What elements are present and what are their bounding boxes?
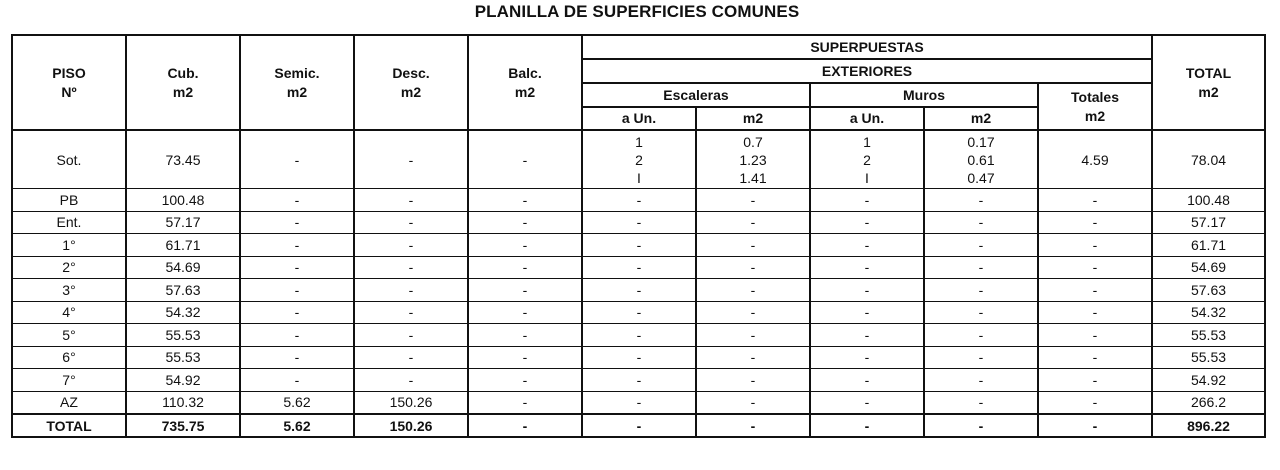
cell-desc: 150.26 (354, 391, 468, 414)
header-cub-unit: m2 (172, 83, 194, 100)
table-row (12, 346, 1265, 369)
cell-mur-un: - (810, 324, 924, 347)
header-total (1152, 35, 1265, 130)
cell-esc-m2: - (696, 324, 810, 347)
cell-esc-m2: - (696, 256, 810, 279)
cell-mur-un: - (810, 189, 924, 212)
table-header (12, 35, 1265, 130)
cell-piso: 5° (12, 324, 126, 347)
cell-esc-un: - (582, 414, 696, 437)
cell-mur-un (810, 130, 924, 189)
cell-total: 54.32 (1152, 301, 1265, 324)
cell-piso: AZ (12, 391, 126, 414)
table-row (12, 130, 1265, 189)
cell-totales: - (1038, 391, 1152, 414)
cell-mur-un: - (810, 211, 924, 234)
cell-mur-m2: - (924, 369, 1038, 392)
cell-balc: - (468, 391, 582, 414)
cell-totales: - (1038, 234, 1152, 257)
cell-semic: - (240, 301, 354, 324)
cell-semic: - (240, 324, 354, 347)
cell-total: 55.53 (1152, 324, 1265, 347)
total-row (12, 414, 1265, 437)
page-title: PLANILLA DE SUPERFICIES COMUNES (474, 2, 800, 21)
table-body (12, 130, 1265, 437)
cell-desc: - (354, 279, 468, 302)
cell-semic: - (240, 211, 354, 234)
cell-balc: - (468, 130, 582, 189)
cell-total: 57.63 (1152, 279, 1265, 302)
cell-value: 1.23 (739, 151, 767, 168)
cell-esc-m2: - (696, 301, 810, 324)
cell-value: 0.47 (967, 169, 995, 186)
cell-total: 100.48 (1152, 189, 1265, 212)
table-row (12, 301, 1265, 324)
cell-esc-un: - (582, 256, 696, 279)
cell-esc-m2: - (696, 369, 810, 392)
cell-piso: 4° (12, 301, 126, 324)
cell-piso: 6° (12, 346, 126, 369)
cell-cub: 55.53 (126, 346, 240, 369)
cell-desc: - (354, 256, 468, 279)
cell-totales: - (1038, 256, 1152, 279)
table-row (12, 324, 1265, 347)
cell-mur-un: - (810, 369, 924, 392)
header-desc (354, 35, 468, 130)
cell-esc-un (582, 130, 696, 189)
header-escaleras: Escaleras (582, 83, 810, 107)
cell-total: 61.71 (1152, 234, 1265, 257)
cell-piso: Sot. (12, 130, 126, 189)
cell-mur-un: - (810, 414, 924, 437)
cell-esc-m2: - (696, 189, 810, 212)
cell-mur-un: - (810, 279, 924, 302)
header-semic-unit: m2 (286, 83, 308, 100)
cell-value: 1 (635, 133, 643, 150)
header-balc (468, 35, 582, 130)
cell-semic: 5.62 (240, 391, 354, 414)
header-balc-label: Balc. (508, 64, 542, 81)
cell-mur-un: - (810, 256, 924, 279)
cell-mur-m2: - (924, 346, 1038, 369)
header-desc-unit: m2 (400, 83, 422, 100)
cell-piso: 1° (12, 234, 126, 257)
cell-value: 0.61 (967, 151, 995, 168)
cell-semic: - (240, 130, 354, 189)
cell-balc: - (468, 256, 582, 279)
header-balc-unit: m2 (514, 83, 536, 100)
header-desc-label: Desc. (392, 64, 430, 81)
cell-totales: - (1038, 301, 1152, 324)
cell-esc-un: - (582, 346, 696, 369)
cell-semic: - (240, 189, 354, 212)
cell-cub: 110.32 (126, 391, 240, 414)
cell-desc: - (354, 211, 468, 234)
cell-esc-m2 (696, 130, 810, 189)
cell-piso: 7° (12, 369, 126, 392)
table-row (12, 369, 1265, 392)
cell-piso: 2° (12, 256, 126, 279)
cell-desc: - (354, 346, 468, 369)
cell-semic: - (240, 346, 354, 369)
cell-total: 57.17 (1152, 211, 1265, 234)
header-piso (12, 35, 126, 130)
header-cub (126, 35, 240, 130)
cell-cub: 57.17 (126, 211, 240, 234)
cell-mur-m2: - (924, 211, 1038, 234)
table-row (12, 189, 1265, 212)
header-totales-unit: m2 (1084, 107, 1106, 124)
cell-desc: - (354, 189, 468, 212)
cell-balc: - (468, 234, 582, 257)
cell-cub: 61.71 (126, 234, 240, 257)
header-totales (1038, 83, 1152, 130)
cell-cub: 54.69 (126, 256, 240, 279)
cell-desc: - (354, 234, 468, 257)
cell-value: 1.41 (739, 169, 767, 186)
cell-total: 55.53 (1152, 346, 1265, 369)
cell-value: 2 (863, 151, 871, 168)
cell-cub: 73.45 (126, 130, 240, 189)
table-row (12, 256, 1265, 279)
cell-esc-un: - (582, 301, 696, 324)
cell-totales: - (1038, 189, 1152, 212)
cell-mur-m2: - (924, 414, 1038, 437)
header-total-unit: m2 (1198, 83, 1219, 100)
cell-value: I (637, 169, 641, 186)
cell-mur-un: - (810, 391, 924, 414)
header-muros-m2: m2 (924, 107, 1038, 130)
cell-esc-m2: - (696, 234, 810, 257)
table-row (12, 234, 1265, 257)
cell-semic: 5.62 (240, 414, 354, 437)
cell-mur-un: - (810, 346, 924, 369)
cell-balc: - (468, 324, 582, 347)
cell-desc: - (354, 369, 468, 392)
cell-desc: - (354, 324, 468, 347)
superficies-table (11, 34, 1266, 438)
cell-mur-m2: - (924, 391, 1038, 414)
cell-esc-un: - (582, 369, 696, 392)
cell-balc: - (468, 346, 582, 369)
cell-esc-m2: - (696, 391, 810, 414)
table-row (12, 211, 1265, 234)
cell-total: 54.69 (1152, 256, 1265, 279)
cell-mur-m2: - (924, 279, 1038, 302)
cell-esc-un: - (582, 211, 696, 234)
cell-semic: - (240, 234, 354, 257)
header-escaleras-a-un: a Un. (582, 107, 696, 130)
cell-semic: - (240, 256, 354, 279)
cell-value: 2 (635, 151, 643, 168)
cell-balc: - (468, 279, 582, 302)
cell-value: I (865, 169, 869, 186)
header-total-label: TOTAL (1185, 64, 1232, 81)
header-muros: Muros (810, 83, 1038, 107)
header-piso-label: PISO (52, 64, 86, 81)
header-totales-label: Totales (1071, 88, 1119, 105)
cell-piso: Ent. (12, 211, 126, 234)
cell-cub: 55.53 (126, 324, 240, 347)
header-piso-unit: Nº (61, 83, 77, 100)
cell-totales: - (1038, 324, 1152, 347)
cell-mur-m2: - (924, 189, 1038, 212)
cell-cub: 100.48 (126, 189, 240, 212)
cell-esc-m2: - (696, 414, 810, 437)
header-cub-label: Cub. (167, 64, 199, 81)
cell-totales: - (1038, 346, 1152, 369)
cell-totales: - (1038, 414, 1152, 437)
header-escaleras-m2: m2 (696, 107, 810, 130)
cell-piso: PB (12, 189, 126, 212)
cell-mur-un: - (810, 301, 924, 324)
cell-esc-un: - (582, 324, 696, 347)
cell-totales: - (1038, 369, 1152, 392)
header-exteriores: EXTERIORES (582, 59, 1152, 83)
cell-piso: TOTAL (12, 414, 126, 437)
table-row (12, 391, 1265, 414)
cell-mur-m2 (924, 130, 1038, 189)
cell-total: 78.04 (1152, 130, 1265, 189)
cell-total: 54.92 (1152, 369, 1265, 392)
cell-balc: - (468, 301, 582, 324)
cell-esc-m2: - (696, 279, 810, 302)
cell-value: 1 (863, 133, 871, 150)
cell-balc: - (468, 369, 582, 392)
cell-value: 0.7 (743, 133, 763, 150)
cell-esc-un: - (582, 189, 696, 212)
cell-cub: 54.92 (126, 369, 240, 392)
cell-desc: 150.26 (354, 414, 468, 437)
cell-piso: 3° (12, 279, 126, 302)
cell-balc: - (468, 414, 582, 437)
header-muros-a-un: a Un. (810, 107, 924, 130)
cell-esc-un: - (582, 279, 696, 302)
cell-mur-m2: - (924, 324, 1038, 347)
table-row (12, 279, 1265, 302)
cell-esc-m2: - (696, 211, 810, 234)
cell-total: 896.22 (1152, 414, 1265, 437)
cell-totales: - (1038, 211, 1152, 234)
cell-balc: - (468, 211, 582, 234)
cell-cub: 54.32 (126, 301, 240, 324)
cell-esc-un: - (582, 234, 696, 257)
cell-mur-un: - (810, 234, 924, 257)
cell-cub: 57.63 (126, 279, 240, 302)
cell-desc: - (354, 301, 468, 324)
cell-balc: - (468, 189, 582, 212)
header-semic (240, 35, 354, 130)
cell-mur-m2: - (924, 256, 1038, 279)
header-superpuestas: SUPERPUESTAS (582, 35, 1152, 59)
cell-esc-m2: - (696, 346, 810, 369)
cell-mur-m2: - (924, 234, 1038, 257)
cell-desc: - (354, 130, 468, 189)
cell-semic: - (240, 369, 354, 392)
cell-cub: 735.75 (126, 414, 240, 437)
cell-semic: - (240, 279, 354, 302)
cell-totales: 4.59 (1038, 130, 1152, 189)
cell-value: 0.17 (967, 133, 995, 150)
cell-total: 266.2 (1152, 391, 1265, 414)
cell-esc-un: - (582, 391, 696, 414)
cell-mur-m2: - (924, 301, 1038, 324)
cell-totales: - (1038, 279, 1152, 302)
header-semic-label: Semic. (274, 64, 320, 81)
